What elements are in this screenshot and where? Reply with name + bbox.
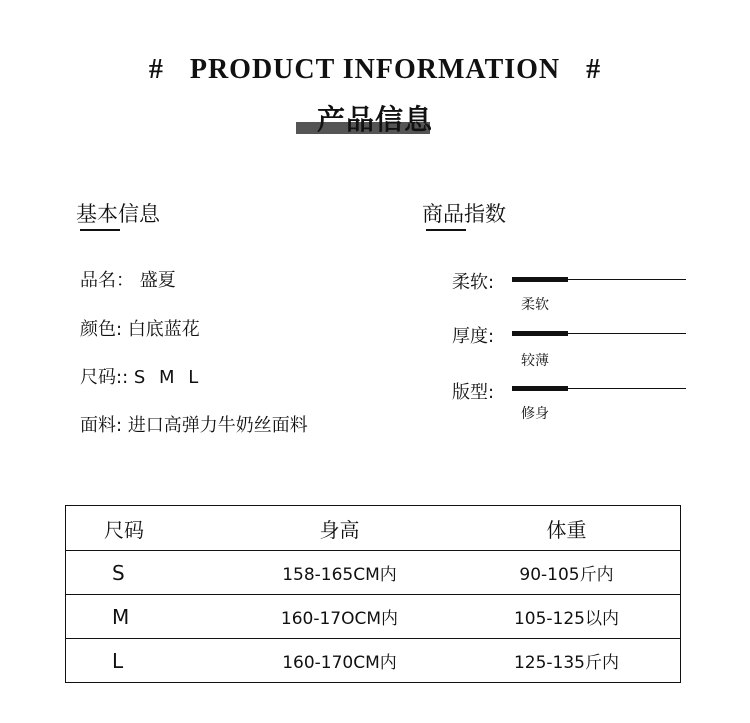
table-cell-height: 160-17OCM内 <box>226 595 453 639</box>
info-label: 颜色: <box>80 319 123 340</box>
size-table <box>65 505 681 683</box>
table-cell-weight: 90-105斤内 <box>453 551 681 595</box>
table-cell-weight: 105-125以内 <box>453 595 681 639</box>
table-header-weight: 体重 <box>453 506 681 551</box>
info-value: S M L <box>133 367 203 388</box>
index-label-fit: 版型: <box>452 382 495 403</box>
info-value: 白底蓝花 <box>127 319 200 340</box>
table-cell-weight: 125-135斤内 <box>453 639 681 683</box>
product-index-title: 商品指数 <box>422 202 506 226</box>
hash-right: # <box>586 54 602 85</box>
index-level-thickness <box>512 331 568 336</box>
table-cell-height: 160-170CM内 <box>226 639 453 683</box>
product-index-underline <box>426 229 466 231</box>
table-row <box>66 595 681 639</box>
index-value-softness: 柔软 <box>521 297 549 313</box>
hash-left: # <box>148 54 164 85</box>
table-header-size: 尺码 <box>66 506 227 551</box>
table-header-row <box>66 506 681 551</box>
header-title <box>0 54 750 86</box>
table-cell-size: S <box>66 551 227 595</box>
cn-title: 产品信息 <box>316 103 433 136</box>
table-cell-height: 158-165CM内 <box>226 551 453 595</box>
info-label: 品名： <box>80 270 134 291</box>
info-row-name <box>80 266 176 292</box>
index-label-softness: 柔软: <box>452 272 495 293</box>
info-row-fabric <box>80 411 308 437</box>
info-row-size <box>80 363 202 389</box>
info-value: 盛夏 <box>139 270 176 291</box>
basic-info-underline <box>80 229 120 231</box>
basic-info-title: 基本信息 <box>76 202 160 226</box>
info-label: 尺码:: <box>80 367 129 388</box>
index-level-fit <box>512 386 568 391</box>
table-header-height: 身高 <box>226 506 453 551</box>
table-cell-size: M <box>66 595 227 639</box>
table-cell-size: L <box>66 639 227 683</box>
index-label-thickness: 厚度: <box>452 326 495 347</box>
index-value-fit: 修身 <box>521 406 549 422</box>
info-label: 面料: <box>80 415 123 436</box>
index-level-softness <box>512 277 568 282</box>
header-title-text: PRODUCT INFORMATION <box>189 54 561 85</box>
info-value: 进口高弹力牛奶丝面料 <box>127 415 308 436</box>
index-value-thickness: 较薄 <box>521 353 549 369</box>
table-row <box>66 551 681 595</box>
table-row <box>66 639 681 683</box>
info-row-color <box>80 315 200 341</box>
